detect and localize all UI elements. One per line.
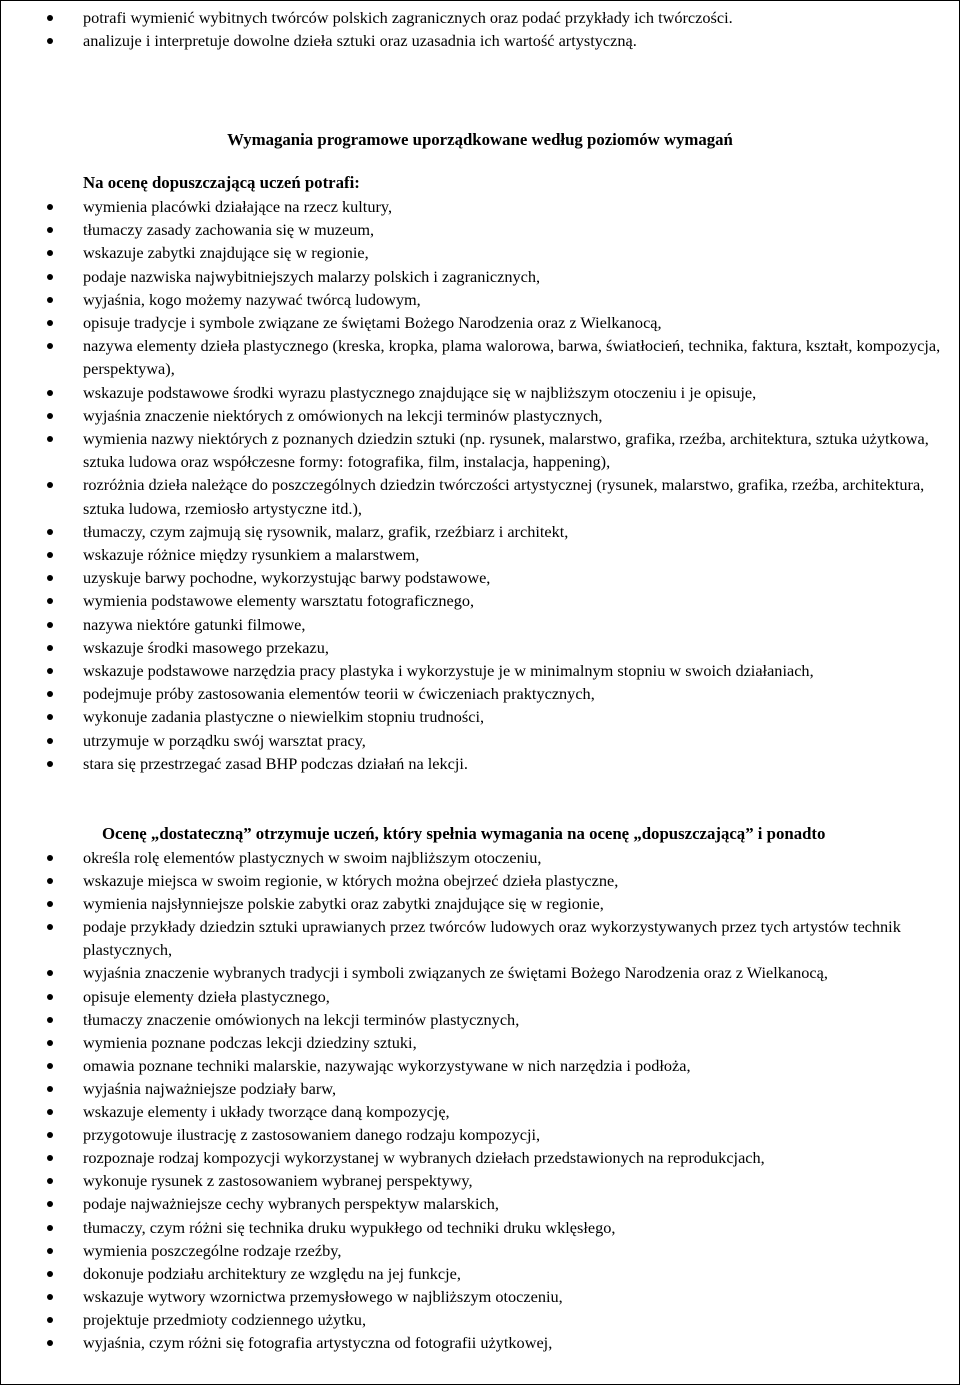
list-item: wyjaśnia najważniejsze podziały barw, xyxy=(1,1077,959,1100)
list-item: rozróżnia dzieła należące do poszczególnych dziedzin twórczości artystycznej (rysunek, malarstwo, grafika, rzeźba, architektura, sztuka ludowa, rzemiosło artystyczne itd.), xyxy=(1,473,959,519)
list-item: podaje najważniejsze cechy wybranych perspektyw malarskich, xyxy=(1,1192,959,1215)
list-item: wskazuje podstawowe narzędzia pracy plastyka i wykorzystuje je w minimalnym stopniu w swoich działaniach, xyxy=(1,659,959,682)
list-item: podaje nazwiska najwybitniejszych malarzy polskich i zagranicznych, xyxy=(1,265,959,288)
list-item: wymienia podstawowe elementy warsztatu fotograficznego, xyxy=(1,589,959,612)
list-item: wymienia placówki działające na rzecz kultury, xyxy=(1,195,959,218)
list-item: wyjaśnia, czym różni się fotografia artystyczna od fotografii użytkowej, xyxy=(1,1331,959,1354)
document-title: Wymagania programowe uporządkowane według poziomów wymagań xyxy=(227,130,733,149)
list-item: stara się przestrzegać zasad BHP podczas działań na lekcji. xyxy=(1,752,959,775)
list-item: wymienia poszczególne rodzaje rzeźby, xyxy=(1,1239,959,1262)
list-item: przygotowuje ilustrację z zastosowaniem danego rodzaju kompozycji, xyxy=(1,1123,959,1146)
top-bullet-list xyxy=(1,6,959,52)
list-item: wskazuje miejsca w swoim regionie, w których można obejrzeć dzieła plastyczne, xyxy=(1,869,959,892)
requirements-list-dopuszczajaca xyxy=(1,195,959,775)
list-item: omawia poznane techniki malarskie, nazywając wykorzystywane w nich narzędzia i podłoża, xyxy=(1,1054,959,1077)
list-item: rozpoznaje rodzaj kompozycji wykorzystanej w wybranych dziełach przedstawionych na reprodukcjach, xyxy=(1,1146,959,1169)
list-item: dokonuje podziału architektury ze względu na jej funkcje, xyxy=(1,1262,959,1285)
list-item: potrafi wymienić wybitnych twórców polskich zagranicznych oraz podać przykłady ich twórczości. xyxy=(1,6,959,29)
list-item: tłumaczy znaczenie omówionych na lekcji terminów plastycznych, xyxy=(1,1008,959,1031)
list-item: wskazuje zabytki znajdujące się w regionie, xyxy=(1,241,959,264)
list-item: wyjaśnia znaczenie niektórych z omówionych na lekcji terminów plastycznych, xyxy=(1,404,959,427)
list-item: wymienia poznane podczas lekcji dziedziny sztuki, xyxy=(1,1031,959,1054)
list-item: projektuje przedmioty codziennego użytku, xyxy=(1,1308,959,1331)
list-item: tłumaczy, czym zajmują się rysownik, malarz, grafik, rzeźbiarz i architekt, xyxy=(1,520,959,543)
section-heading-dostateczna: Ocenę „dostateczną” otrzymuje uczeń, który spełnia wymagania na ocenę „dopuszczającą” i ponadto xyxy=(102,824,826,843)
list-item: wykonuje rysunek z zastosowaniem wybranej perspektywy, xyxy=(1,1169,959,1192)
list-item: opisuje elementy dzieła plastycznego, xyxy=(1,985,959,1008)
section-heading-dopuszczajaca: Na ocenę dopuszczającą uczeń potrafi: xyxy=(83,173,360,192)
list-item: opisuje tradycje i symbole związane ze świętami Bożego Narodzenia oraz z Wielkanocą, xyxy=(1,311,959,334)
list-item: wskazuje różnice między rysunkiem a malarstwem, xyxy=(1,543,959,566)
list-item: wyjaśnia znaczenie wybranych tradycji i symboli związanych ze świętami Bożego Narodzenia oraz z Wielkanocą, xyxy=(1,961,959,984)
list-item: wskazuje elementy i układy tworzące daną kompozycję, xyxy=(1,1100,959,1123)
list-item: utrzymuje w porządku swój warsztat pracy, xyxy=(1,729,959,752)
list-item: tłumaczy zasady zachowania się w muzeum, xyxy=(1,218,959,241)
list-item: wskazuje środki masowego przekazu, xyxy=(1,636,959,659)
list-item: tłumaczy, czym różni się technika druku wypukłego od techniki druku wklęsłego, xyxy=(1,1216,959,1239)
list-item: określa rolę elementów plastycznych w swoim najbliższym otoczeniu, xyxy=(1,846,959,869)
list-item: nazywa elementy dzieła plastycznego (kreska, kropka, plama walorowa, barwa, światłocień, technika, faktura, kształt, kompozycja, perspektywa), xyxy=(1,334,959,380)
requirements-list-dostateczna xyxy=(1,846,959,1354)
list-item: wskazuje podstawowe środki wyrazu plastycznego znajdujące się w najbliższym otoczeniu i je opisuje, xyxy=(1,381,959,404)
list-item: uzyskuje barwy pochodne, wykorzystując barwy podstawowe, xyxy=(1,566,959,589)
list-item: wykonuje zadania plastyczne o niewielkim stopniu trudności, xyxy=(1,705,959,728)
list-item: podejmuje próby zastosowania elementów teorii w ćwiczeniach praktycznych, xyxy=(1,682,959,705)
list-item: wyjaśnia, kogo możemy nazywać twórcą ludowym, xyxy=(1,288,959,311)
list-item: analizuje i interpretuje dowolne dzieła sztuki oraz uzasadnia ich wartość artystyczną. xyxy=(1,29,959,52)
list-item: nazywa niektóre gatunki filmowe, xyxy=(1,613,959,636)
list-item: wymienia nazwy niektórych z poznanych dziedzin sztuki (np. rysunek, malarstwo, grafika, rzeźba, architektura, sztuka użytkowa, sztuka ludowa oraz współczesne formy: fotografika, film, instalacja, happening), xyxy=(1,427,959,473)
list-item: wymienia najsłynniejsze polskie zabytki oraz zabytki znajdujące się w regionie, xyxy=(1,892,959,915)
list-item: podaje przykłady dziedzin sztuki uprawianych przez twórców ludowych oraz wykorzystywanych przez tych artystów technik plastycznych, xyxy=(1,915,959,961)
list-item: wskazuje wytwory wzornictwa przemysłowego w najbliższym otoczeniu, xyxy=(1,1285,959,1308)
